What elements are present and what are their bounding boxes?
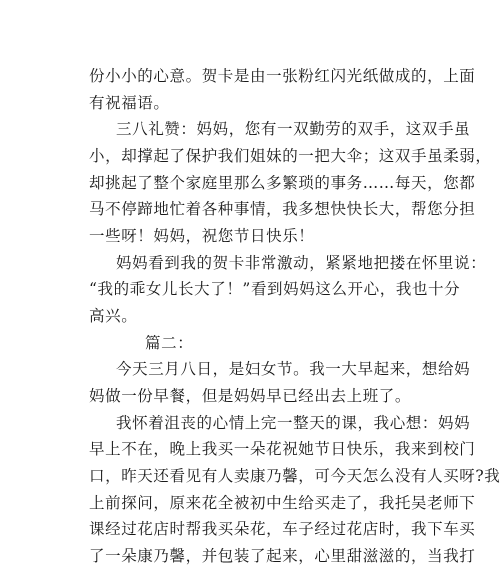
text-line-14: 我怀着沮丧的心情上完一整天的课，我心想：妈妈 <box>116 413 471 432</box>
text-line-17: 上前探问，原来花全被初中生给买走了，我托吴老师下 <box>89 493 476 512</box>
text-line-10: 高兴。 <box>89 307 138 325</box>
text-line-13: 妈做一份早餐，但是妈妈早已经出去上班了。 <box>89 387 412 405</box>
text-line-5: 却挑起了整个家庭里那么多繁琐的事务……每天，您都 <box>89 173 476 192</box>
text-line-4: 小，却撑起了保护我们姐妹的一把大伞；这双手虽柔弱， <box>89 147 492 165</box>
text-line-6: 马不停蹄地忙着各种事情，我多想快快长大，帮您分担 <box>89 200 476 219</box>
text-line-16: 口，昨天还看见有人卖康乃馨，可今天怎么没有人买呀?我 <box>89 467 500 485</box>
text-line-8: 妈妈看到我的贺卡非常激动，紧紧地把搂在怀里说： <box>116 253 487 272</box>
text-line-3: 三八礼赞：妈妈，您有一双勤劳的双手，这双手虽 <box>116 120 471 139</box>
text-line-19: 了一朵康乃馨，并包装了起来，心里甜滋滋的，当我打 <box>89 547 476 565</box>
text-line-9: “我的乖女儿长大了！”看到妈妈这么开心，我也十分 <box>89 280 461 299</box>
section-heading: 篇二： <box>145 333 194 352</box>
text-line-2: 有祝福语。 <box>89 93 170 112</box>
text-line-15: 早上不在，晚上我买一朵花祝她节日快乐，我来到校门 <box>89 440 476 459</box>
text-line-12: 今天三月八日，是妇女节。我一大早起来，想给妈 <box>116 360 471 379</box>
text-line-7: 一些呀！妈妈，祝您节日快乐！ <box>89 227 315 245</box>
text-line-1: 份小小的心意。贺卡是由一张粉红闪光纸做成的，上面 <box>89 67 476 85</box>
text-line-18: 课经过花店时帮我买朵花，车子经过花店时，我下车买 <box>89 520 476 539</box>
